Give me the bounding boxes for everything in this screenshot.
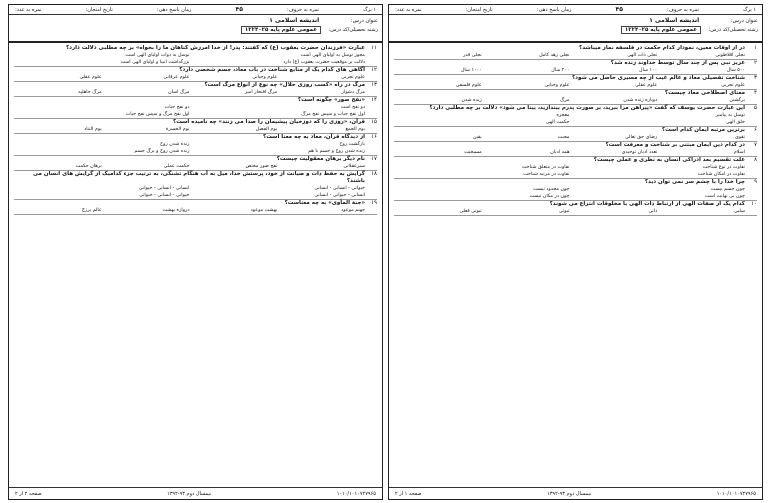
answer-option-label: یوم الجمع <box>345 127 365 132</box>
header-num: ۴۵ <box>235 6 243 13</box>
answer-option[interactable] <box>190 207 278 214</box>
answer-option-label: یوم الفصل <box>255 127 278 132</box>
answer-option[interactable] <box>570 208 658 215</box>
question-item <box>394 90 757 105</box>
answer-option-label: زنده شدن روح <box>159 142 190 147</box>
page-footer <box>9 487 382 499</box>
question-item <box>14 97 377 119</box>
answer-option[interactable] <box>570 186 746 193</box>
answer-option[interactable] <box>190 185 366 192</box>
answer-option-label: چون محدود نیست <box>533 187 570 192</box>
answer-option-label: برهان حکمت <box>75 164 102 169</box>
answer-option[interactable] <box>657 134 745 141</box>
question-item <box>14 82 377 97</box>
answer-option[interactable] <box>190 52 366 59</box>
answer-option[interactable] <box>14 163 102 170</box>
question-item <box>394 179 757 201</box>
answer-option-label: ۱۰۰۰ سال <box>460 68 482 73</box>
subject-row <box>649 17 758 24</box>
answer-option-label: تجلی افلاطونی <box>715 53 745 58</box>
page-header <box>389 5 762 15</box>
answer-options <box>394 134 745 141</box>
answer-option[interactable] <box>394 112 570 119</box>
question-item <box>14 67 377 82</box>
question-number: ۲ <box>754 60 757 66</box>
answer-option-label: برگشتن <box>729 98 745 103</box>
answer-option[interactable] <box>102 163 190 170</box>
page-footer <box>389 487 762 499</box>
answer-option-label: بهشت موعود <box>250 208 278 213</box>
answer-option[interactable] <box>190 148 366 155</box>
question-number: ۹ <box>754 179 757 185</box>
question-text: علت تقسیم بعد ادراکی انسان به نظری و عملی چیست؟ <box>593 157 745 163</box>
answer-options <box>14 141 365 155</box>
answer-option[interactable] <box>190 163 278 170</box>
answer-option-label: زنده شدن روح و برگ جسم <box>134 149 190 154</box>
question-text: در از اوقات معین، نمودار کدام حکمت در فلسفه نماز میباشد؟ <box>579 45 745 51</box>
answer-option[interactable] <box>190 111 366 118</box>
answer-option[interactable] <box>482 97 570 104</box>
answer-option-label: جهنم موعود <box>341 208 365 213</box>
answer-option-label: چون جسم نیست <box>710 187 745 192</box>
field-value: عمومی علوم پایه ۱۲۲۴۰۲۵ <box>621 26 701 34</box>
answer-option[interactable] <box>482 149 570 156</box>
answer-options <box>394 112 745 126</box>
answer-option-label: مجوز توسل به اولیای الهی است <box>300 53 365 58</box>
subject-value: اندیشه اسلامی ۱ <box>649 17 700 24</box>
question-number: ۱۲ <box>371 67 377 73</box>
answer-option[interactable] <box>570 164 746 171</box>
answer-option[interactable] <box>277 74 365 81</box>
answer-option-label: یقین <box>472 135 482 140</box>
page-header <box>9 5 382 15</box>
answer-option[interactable] <box>570 67 658 74</box>
header-middle1: تاریخ امتحان: <box>465 6 493 13</box>
header-rule <box>9 41 382 43</box>
answer-option[interactable] <box>570 82 658 89</box>
question-number: ۴ <box>754 90 757 96</box>
answer-option[interactable] <box>394 149 482 156</box>
header-far-right: ۱ برگ <box>363 6 376 13</box>
answer-option-label: مرگ <box>559 98 570 103</box>
question-list <box>394 45 757 485</box>
question-item <box>394 142 757 157</box>
question-number: ۸ <box>754 157 757 163</box>
answer-option[interactable] <box>657 208 745 215</box>
field-label: رشته تحصیلی/کد درس: <box>708 27 758 33</box>
question-item <box>14 156 377 171</box>
field-value: عمومی علوم پایه ۱۲۲۴۰۲۵ <box>241 26 321 34</box>
answer-option[interactable] <box>102 207 190 214</box>
answer-option[interactable] <box>190 59 366 66</box>
answer-option-label: ۲۰۰ سال <box>551 68 570 73</box>
answer-option[interactable] <box>570 52 658 59</box>
answer-options <box>14 185 365 199</box>
header-middle2: زمان پاسخ دهی: <box>156 6 192 13</box>
subject-value: اندیشه اسلامی ۱ <box>269 17 320 24</box>
answer-options <box>394 82 745 89</box>
header-right: نمره به حروف: <box>286 6 319 13</box>
answer-options <box>394 164 745 178</box>
answer-options <box>394 186 745 200</box>
answer-option[interactable] <box>394 52 482 59</box>
question-item <box>394 105 757 127</box>
answer-option-label: علوم عرفانی <box>163 75 190 80</box>
answer-option-label: تجلی قدر <box>463 53 482 58</box>
answer-option-label: حکمت عملی <box>163 164 190 169</box>
answer-option-label: همه ادیان <box>550 150 570 155</box>
answer-options <box>14 52 365 66</box>
answer-option-label: تجلی زهد کامل <box>539 53 570 58</box>
question-number: ۱۴ <box>371 97 377 103</box>
question-text: نام دیگر برهان معقولیت چیست؟ <box>276 156 365 162</box>
question-item <box>14 171 377 200</box>
answer-option-label: مرگ جاهلیه <box>78 90 102 95</box>
question-number: ۷ <box>754 142 757 148</box>
answer-option[interactable] <box>570 193 746 200</box>
answer-option[interactable] <box>190 89 278 96</box>
answer-option-label: مرگ افتخار آمیز <box>244 90 278 95</box>
answer-option-label: توسل به پیامبر <box>715 113 745 118</box>
answer-options <box>14 74 365 81</box>
answer-option[interactable] <box>277 163 365 170</box>
footer-mid: نیمسال دوم ۹۳-۱۳۹۲ <box>167 490 212 497</box>
answer-option[interactable] <box>394 67 482 74</box>
answer-option-label: علوم تجربی <box>721 83 745 88</box>
answer-option-label: دروازه بهشت <box>162 208 190 213</box>
answer-option-label: سیرعقلانی <box>343 164 365 169</box>
answer-option[interactable] <box>14 111 190 118</box>
answer-option[interactable] <box>482 134 570 141</box>
answer-option[interactable] <box>14 192 190 199</box>
footer-right: صفحه ۱ از ۲ <box>395 490 422 497</box>
answer-option[interactable] <box>394 82 482 89</box>
answer-option-label: مرگ آسان <box>168 90 190 95</box>
question-item <box>394 45 757 60</box>
answer-option[interactable] <box>482 52 570 59</box>
answer-option-label: تفاوت در امکان شناخت <box>697 172 745 177</box>
answer-option-label: تجلی ذات الهی <box>627 53 658 58</box>
field-row <box>621 27 758 33</box>
question-item <box>14 134 377 156</box>
answer-option-label: یوم التناد <box>84 127 102 132</box>
answer-option-label: معجزه <box>556 113 570 118</box>
question-number: ۱۷ <box>371 156 377 162</box>
answer-option[interactable] <box>14 126 102 133</box>
answer-option-label: تعدد ادیان توحیدی <box>621 150 658 155</box>
footer-left: ۱۰۱۰/۱۰۱۰۷۲۷۹۶۵ <box>716 490 756 497</box>
question-text: کدام یک از صفات الهی از ارتباط ذات الهی با مخلوقات انتزاع می شوند؟ <box>549 201 745 207</box>
question-text: مرگ در راه «کسب روزی حلال» چه نوع از انواع مرگ است؟ <box>204 82 365 88</box>
answer-option-label: دوباره زنده شدن <box>623 98 658 103</box>
answer-options <box>394 67 745 74</box>
answer-option-label: مسیحیت <box>464 150 482 155</box>
question-item <box>14 200 377 215</box>
answer-option[interactable] <box>277 126 365 133</box>
question-number: ۶ <box>754 127 757 133</box>
answer-option[interactable] <box>657 149 745 156</box>
answer-option-label: علوم عقلی <box>634 83 658 88</box>
footer-mid: نیمسال دوم ۹۳-۱۳۹۲ <box>547 490 592 497</box>
exam-page-2 <box>8 4 383 500</box>
question-number: ۱ <box>754 45 757 51</box>
answer-option-label: چون بی نهایت است <box>705 194 745 199</box>
question-text: «نفخ صور» چگونه است؟ <box>297 97 365 103</box>
answer-option-label: زنده شدن روح و جسم با هم <box>308 149 365 154</box>
answer-option[interactable] <box>570 119 746 126</box>
answer-option[interactable] <box>657 52 745 59</box>
header-left: نمره به عدد: <box>15 6 42 13</box>
answer-option[interactable] <box>394 134 482 141</box>
question-text: عزیز نبی پس از چند سال توسط خداوند زنده شد؟ <box>610 60 745 66</box>
answer-option-label: حیوانی - انسانی - حیوانی <box>139 193 190 198</box>
answer-option-label: علوم وحیانی <box>252 75 278 80</box>
answer-option[interactable] <box>14 52 190 59</box>
answer-option[interactable] <box>14 104 190 111</box>
question-text: چرا خدا را با چشم سر نمی توان دید؟ <box>644 179 745 185</box>
answer-option[interactable] <box>570 171 746 178</box>
question-number: ۱۳ <box>371 82 377 88</box>
answer-option[interactable] <box>190 192 366 199</box>
answer-option-label: ثبوتی فعلی <box>459 209 482 214</box>
answer-option[interactable] <box>570 149 658 156</box>
answer-option-label: تفاوت در متعلق شناخت <box>521 165 570 170</box>
answer-option-label: خلق الهی <box>725 120 745 125</box>
field-row <box>241 27 378 33</box>
answer-option-label: ۱۰۰ سال <box>639 68 658 73</box>
answer-option[interactable] <box>482 67 570 74</box>
answer-option[interactable] <box>190 104 366 111</box>
answer-option[interactable] <box>102 89 190 96</box>
answer-option[interactable] <box>394 186 570 193</box>
answer-option[interactable] <box>14 207 102 214</box>
answer-option-label: تفاوت در نوع شناخت <box>702 165 745 170</box>
question-text: در کدام دین ایمان مبتنی بر شناخت و معرفت است؟ <box>605 142 745 148</box>
answer-option[interactable] <box>657 67 745 74</box>
answer-option-label: دلالت بر موقعیت حضرت یعقوب (ع) دارد <box>283 60 365 65</box>
question-text: قرآن، «روزی را که دوزخیان پیشیمان را صدا می زنند» چه نامیده است؟ <box>173 119 365 125</box>
answer-option-label: بزرگداشت انبیا و اولیای الهی است <box>120 60 190 65</box>
answer-option[interactable] <box>190 141 366 148</box>
answer-option-label: نفخ صور مختص <box>245 164 278 169</box>
answer-option-label: زنده شدن <box>461 98 482 103</box>
question-item <box>394 60 757 75</box>
header-middle2: زمان پاسخ دهی: <box>536 6 572 13</box>
answer-option-label: سلبی <box>733 209 745 214</box>
answer-option[interactable] <box>190 74 278 81</box>
answer-option[interactable] <box>394 97 482 104</box>
question-number: ۱۱ <box>371 45 377 51</box>
answer-option[interactable] <box>394 164 570 171</box>
answer-option[interactable] <box>102 74 190 81</box>
answer-option-label: تفاوت در مرتبه شناخت <box>523 172 570 177</box>
answer-option-label: علوم تجربی <box>341 75 365 80</box>
answer-options <box>14 207 365 214</box>
question-text: این عبارت حضرت یوسف که گفت «پیراهن مرا ببرید، بر صورت پدرم بیندازید، بینا می شود» دلالت بر چه مطلبی دارد؟ <box>429 105 745 111</box>
answer-option[interactable] <box>190 126 278 133</box>
question-number: ۱۰ <box>751 201 757 207</box>
question-item <box>394 75 757 90</box>
field-label: رشته تحصیلی/کد درس: <box>328 27 378 33</box>
answer-option-label: ثبوتی <box>558 209 570 214</box>
answer-option-label: علوم فلسفی <box>455 83 482 88</box>
answer-options <box>14 163 365 170</box>
answer-option[interactable] <box>14 148 190 155</box>
question-text: عبارت «فرزندان حضرت یعقوب (ع) که گفتند: پدر! از خدا آمرزش گناهان ما را بخواه» بر چه مطلبی دلالت دارد؟ <box>65 45 365 51</box>
answer-option[interactable] <box>14 185 190 192</box>
answer-option[interactable] <box>570 112 746 119</box>
question-number: ۱۶ <box>371 134 377 140</box>
answer-option-label: بازگشت روح <box>339 142 365 147</box>
answer-options <box>394 208 745 215</box>
answer-option[interactable] <box>14 89 102 96</box>
answer-option[interactable] <box>277 89 365 96</box>
subject-label: عنوان درس: <box>350 18 378 24</box>
question-item <box>394 157 757 179</box>
answer-option-label: مرگ دشوار <box>341 90 365 95</box>
answer-option-label: انسانی - انسانی - حیوانی <box>138 186 190 191</box>
answer-options <box>394 149 745 156</box>
answer-option[interactable] <box>14 59 190 66</box>
answer-option[interactable] <box>14 74 102 81</box>
question-text: گرایش به حفظ ذات و صیانت از خود، پرستش خدا، میل به آب هنگام تشنگی، به ترتیب جزء کدامیک از گرایش های انسان می باشند؟ <box>32 171 365 184</box>
question-number: ۱۵ <box>371 119 377 125</box>
answer-option-label: حیوانی - انسانی - انسانی <box>314 186 365 191</box>
answer-option-label: اول نفخ مرگ و سپس نفخ حیات <box>125 112 190 117</box>
question-number: ۱۹ <box>371 200 377 206</box>
question-item <box>14 45 377 67</box>
answer-option[interactable] <box>482 82 570 89</box>
answer-option-label: رضای حق تعالی <box>625 135 658 140</box>
answer-option-label: حکمت الهی <box>545 120 570 125</box>
answer-option[interactable] <box>482 208 570 215</box>
answer-option[interactable] <box>657 82 745 89</box>
footer-right: صفحه ۲ از ۲ <box>15 490 42 497</box>
answer-option-label: دو نفخ است <box>340 105 365 110</box>
answer-option-label: ذاتی <box>648 209 658 214</box>
answer-option-label: دو نفخ حیات <box>164 105 190 110</box>
header-right: نمره به حروف: <box>666 6 699 13</box>
answer-option[interactable] <box>14 141 190 148</box>
answer-option-label: علوم عقلی <box>79 75 102 80</box>
answer-option[interactable] <box>394 193 570 200</box>
answer-option-label: اسلام <box>733 150 745 155</box>
answer-option-label: علوم وحیانی <box>544 83 570 88</box>
answer-option[interactable] <box>394 208 482 215</box>
question-text: آگاهی های کدام یک از منابع شناخت در باب معاد، جسم شخصی دارد؟ <box>179 67 365 73</box>
answer-options <box>14 104 365 118</box>
answer-option[interactable] <box>277 207 365 214</box>
footer-left: ۱۰۱۰/۱۰۱۰۷۲۷۹۶۵ <box>336 490 376 497</box>
question-text: شناخت تفصیلی معاد و عالم غیب از چه مسیری حاصل می شود؟ <box>571 75 745 81</box>
subject-row <box>269 17 378 24</box>
answer-option[interactable] <box>394 171 570 178</box>
question-text: «جنة المأوی» به چه معناست؟ <box>284 200 365 206</box>
answer-option[interactable] <box>394 119 570 126</box>
answer-options <box>14 126 365 133</box>
question-number: ۵ <box>754 105 757 111</box>
question-text: از دیدگاه قرآن، معاد به چه معنا است؟ <box>263 134 365 140</box>
answer-option-label: ۵۰۰ سال <box>726 68 745 73</box>
header-left: نمره به عدد: <box>395 6 422 13</box>
answer-option-label: چون در مکان نیست <box>529 194 570 199</box>
answer-options <box>14 89 365 96</box>
answer-option[interactable] <box>570 134 658 141</box>
question-text: معنای اصطلاحی معاد چیست؟ <box>664 90 745 96</box>
answer-option-label: یوم الحسرة <box>165 127 190 132</box>
header-rule <box>389 41 762 43</box>
answer-option-label: انسانی - حیوانی - انسانی <box>314 193 365 198</box>
question-item <box>394 127 757 142</box>
header-num: ۴۵ <box>615 6 623 13</box>
question-item <box>394 201 757 216</box>
header-middle1: تاریخ امتحان: <box>85 6 113 13</box>
answer-option-label: تقوی <box>735 135 745 140</box>
answer-options <box>394 97 745 104</box>
answer-option-label: اول نفخ حیات و سپس نفخ مرگ <box>301 112 365 117</box>
question-text: برترین مرتبه ایمان کدام است؟ <box>661 127 745 133</box>
question-list <box>14 45 377 485</box>
answer-option[interactable] <box>570 97 658 104</box>
question-number: ۳ <box>754 75 757 81</box>
answer-option-label: محبت <box>557 135 570 140</box>
exam-page-1 <box>388 4 763 500</box>
answer-options <box>394 52 745 59</box>
question-number: ۱۸ <box>371 171 377 177</box>
answer-option-label: عالم برزخ <box>81 208 102 213</box>
answer-option[interactable] <box>102 126 190 133</box>
subject-label: عنوان درس: <box>730 18 758 24</box>
answer-option-label: توسل به ذوات اولیای الهی است <box>125 53 190 58</box>
question-item <box>14 119 377 134</box>
answer-option[interactable] <box>657 97 745 104</box>
header-far-right: ۱ برگ <box>743 6 756 13</box>
